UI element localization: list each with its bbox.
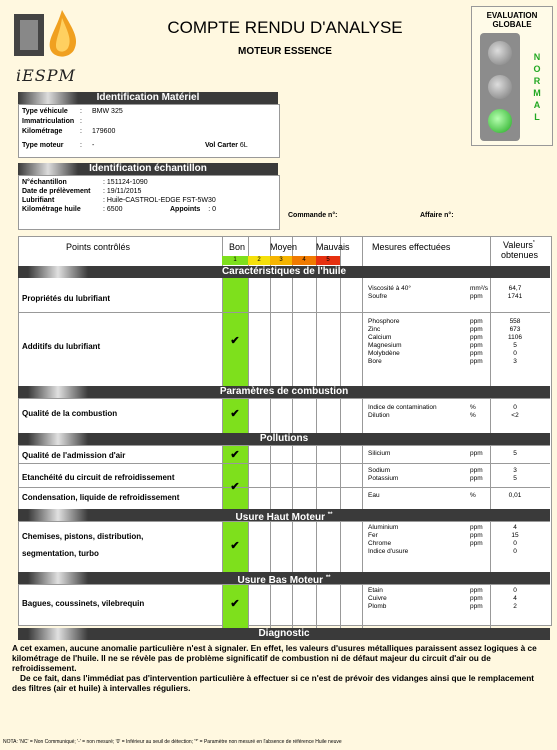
vol-carter: Vol Carter 6L bbox=[205, 142, 248, 149]
state-normal-text bbox=[532, 51, 542, 123]
state-letter: O bbox=[533, 64, 541, 74]
col-mesures: Mesures effectuées bbox=[372, 242, 451, 252]
measure-value: 673 bbox=[509, 326, 521, 333]
measure-name: Soufre bbox=[368, 293, 388, 300]
light-red-off-icon bbox=[488, 41, 512, 65]
row-bagues: Bagues, coussinets, vilebrequin bbox=[22, 599, 145, 608]
measure-value: <2 bbox=[511, 412, 519, 419]
measure-name: Plomb bbox=[368, 603, 387, 610]
row-divider bbox=[18, 584, 550, 585]
row-condensation: Condensation, liquide de refroidissement bbox=[22, 493, 180, 502]
measure-value: 5 bbox=[513, 342, 517, 349]
measure-name: Viscosité à 40° bbox=[368, 285, 411, 292]
measure-unit: ppm bbox=[470, 358, 483, 365]
measure-name: Sodium bbox=[368, 467, 391, 474]
band-diagnostic: Diagnostic bbox=[18, 628, 550, 640]
measure-name: Bore bbox=[368, 358, 382, 365]
evaluation-label: EVALUATION GLOBALE bbox=[486, 11, 538, 29]
state-letter: M bbox=[533, 88, 541, 98]
measure-value: 0 bbox=[513, 548, 517, 555]
band-pollutions: Pollutions bbox=[18, 433, 550, 445]
scale-cell: 2 bbox=[248, 256, 270, 265]
measure-unit: % bbox=[470, 412, 476, 419]
measure-unit: ppm bbox=[470, 350, 483, 357]
report-subtitle: MOTEUR ESSENCE bbox=[238, 46, 332, 57]
column-divider bbox=[362, 236, 363, 628]
measure-value: 3 bbox=[513, 358, 517, 365]
materiel-sep: : bbox=[80, 142, 82, 149]
scale-cell: 4 bbox=[292, 256, 316, 265]
state-letter: A bbox=[533, 100, 541, 110]
row-etancheite: Etanchéité du circuit de refroidissement bbox=[22, 473, 175, 482]
logo bbox=[12, 8, 82, 83]
measure-value: 0 bbox=[513, 587, 517, 594]
col-points-controles: Points contrôlés bbox=[66, 242, 131, 252]
materiel-row-type: Type véhicule bbox=[22, 108, 68, 115]
state-letter: L bbox=[534, 112, 540, 122]
scale-cell: 3 bbox=[270, 256, 292, 265]
column-divider bbox=[248, 236, 249, 628]
oil-drop-logo-icon bbox=[12, 8, 82, 68]
measure-value: 2 bbox=[513, 603, 517, 610]
column-divider bbox=[270, 236, 271, 628]
materiel-row-km: Kilométrage bbox=[22, 128, 63, 135]
measure-unit: ppm bbox=[470, 326, 483, 333]
measure-name: Eau bbox=[368, 492, 380, 499]
check-icon: ✔ bbox=[230, 408, 240, 420]
col-valeurs: Valeurs* bbox=[503, 240, 535, 250]
measure-name: Phosphore bbox=[368, 318, 400, 325]
row-divider bbox=[18, 312, 550, 313]
identification-echantillon-header: Identification échantillon bbox=[18, 163, 278, 175]
check-icon: ✔ bbox=[230, 598, 240, 610]
measure-name: Chrome bbox=[368, 540, 392, 547]
echantillon-row-date: Date de prélèvement bbox=[22, 188, 91, 195]
materiel-row-moteur: Type moteur bbox=[22, 142, 64, 149]
measure-name: Indice de contamination bbox=[368, 404, 437, 411]
check-icon: ✔ bbox=[230, 481, 240, 493]
measure-unit: % bbox=[470, 492, 476, 499]
measure-name: Fer bbox=[368, 532, 378, 539]
measure-unit: ppm bbox=[470, 450, 483, 457]
col-mauvais: Mauvais bbox=[316, 242, 350, 252]
measure-value: 0 bbox=[513, 350, 517, 357]
column-divider bbox=[222, 236, 223, 628]
column-divider bbox=[292, 236, 293, 628]
evaluation-globale-box bbox=[471, 6, 553, 146]
measure-value: 4 bbox=[513, 524, 517, 531]
band-caracteristiques-huile: Caractéristiques de l'huile bbox=[18, 266, 550, 278]
state-letter: N bbox=[533, 52, 541, 62]
logo-text: iESPM bbox=[16, 66, 76, 85]
measure-unit: mm²/s bbox=[470, 285, 489, 292]
measure-unit: % bbox=[470, 404, 476, 411]
measure-name: Zinc bbox=[368, 326, 381, 333]
measure-name: Magnesium bbox=[368, 342, 402, 349]
echantillon-value-km-huile: : 6500 bbox=[103, 206, 123, 213]
measure-unit: ppm bbox=[470, 293, 483, 300]
row-additifs-lubrifiant: Additifs du lubrifiant bbox=[22, 342, 101, 351]
column-divider bbox=[316, 236, 317, 628]
check-icon: ✔ bbox=[230, 449, 240, 461]
measure-unit: ppm bbox=[470, 475, 483, 482]
appoints: Appoints : 0 bbox=[170, 206, 217, 213]
row-divider bbox=[18, 463, 550, 464]
check-icon: ✔ bbox=[230, 540, 240, 552]
commande-label: Commande n°: bbox=[288, 212, 338, 219]
measure-unit: ppm bbox=[470, 334, 483, 341]
echantillon-value-date: : 19/11/2015 bbox=[103, 188, 142, 195]
materiel-sep: : bbox=[80, 108, 82, 115]
materiel-value-km: 179600 bbox=[92, 128, 116, 135]
band-usure-bas-moteur: Usure Bas Moteur ** bbox=[18, 572, 550, 584]
row-divider bbox=[18, 521, 550, 522]
materiel-sep: : bbox=[80, 128, 82, 135]
measure-value: 558 bbox=[509, 318, 521, 325]
traffic-light bbox=[480, 33, 520, 141]
col-obtenues: obtenues bbox=[501, 250, 539, 260]
row-chemises-line1: Chemises, pistons, distribution, bbox=[22, 532, 144, 541]
measure-name: Dilution bbox=[368, 412, 390, 419]
light-green-on-icon bbox=[488, 109, 512, 133]
affaire-label: Affaire n°: bbox=[420, 212, 454, 219]
measure-name: Silicium bbox=[368, 450, 391, 457]
measure-value: 0 bbox=[513, 404, 517, 411]
echantillon-value-num: : 151124-1090 bbox=[103, 179, 148, 186]
light-orange-off-icon bbox=[488, 75, 512, 99]
measure-name: Etain bbox=[368, 587, 383, 594]
row-divider bbox=[18, 487, 550, 488]
measure-unit: ppm bbox=[470, 595, 483, 602]
measure-unit: ppm bbox=[470, 540, 483, 547]
measure-value: 0,01 bbox=[508, 492, 522, 499]
measure-name: Molybdène bbox=[368, 350, 400, 357]
materiel-sep: : bbox=[80, 118, 82, 125]
identification-materiel-header: Identification Matériel bbox=[18, 92, 278, 104]
footer-nota: NOTA: 'NC' = Non Communiqué; '-' = non mesuré; '0' = Inférieur au seuil de détection; '*' = Paramètre non mesuré en l'absence de référence Huile neuve bbox=[3, 739, 342, 745]
col-moyen: Moyen bbox=[270, 242, 298, 252]
band-usure-haut-moteur: Usure Haut Moteur ** bbox=[18, 509, 550, 521]
state-letter: R bbox=[533, 76, 541, 86]
echantillon-row-km-huile: Kilométrage huile bbox=[22, 206, 81, 213]
measure-value: 15 bbox=[511, 532, 519, 539]
diagnostic-paragraph-1: A cet examen, aucune anomalie particulière n'est à signaler. En effet, les valeurs d'usures métalliques paraissent assez logiques à ce kilométrage de l'huile. Il ne se révèle pas de problème significatif de combustion ni de défaut majeur du circuit d'air ou de refroidissement. bbox=[12, 643, 537, 673]
measure-value: 0 bbox=[513, 540, 517, 547]
band-parametres-combustion: Paramètres de combustion bbox=[18, 386, 550, 398]
measure-unit: ppm bbox=[470, 467, 483, 474]
materiel-row-immat: Immatriculation bbox=[22, 118, 75, 125]
measure-name: Potassium bbox=[368, 475, 399, 482]
row-qualite-combustion: Qualité de la combustion bbox=[22, 409, 118, 418]
measure-name: Indice d'usure bbox=[368, 548, 409, 555]
measure-unit: ppm bbox=[470, 603, 483, 610]
echantillon-row-lubrifiant: Lubrifiant bbox=[22, 197, 55, 204]
measure-value: 5 bbox=[513, 475, 517, 482]
diagnostic-text bbox=[12, 643, 544, 693]
measure-value: 1741 bbox=[507, 293, 523, 300]
column-divider bbox=[490, 236, 491, 628]
materiel-value-type: BMW 325 bbox=[92, 108, 123, 115]
measure-value: 1106 bbox=[508, 334, 522, 341]
measure-unit: ppm bbox=[470, 524, 483, 531]
report-title: COMPTE RENDU D'ANALYSE bbox=[167, 18, 403, 37]
row-divider bbox=[18, 398, 550, 399]
column-divider bbox=[340, 236, 341, 628]
measure-value: 4 bbox=[513, 595, 517, 602]
measure-unit: ppm bbox=[470, 342, 483, 349]
measure-value: 64,7 bbox=[508, 285, 522, 292]
measure-name: Calcium bbox=[368, 334, 392, 341]
echantillon-value-lubrifiant: : Huile-CASTROL-EDGE FST-5W30 bbox=[103, 197, 216, 204]
materiel-value-moteur: - bbox=[92, 142, 95, 149]
measure-name: Cuivre bbox=[368, 595, 387, 602]
measure-value: 5 bbox=[513, 450, 517, 457]
measure-unit: ppm bbox=[470, 587, 483, 594]
measure-unit: ppm bbox=[470, 318, 483, 325]
echantillon-row-num: N°échantillon bbox=[22, 179, 67, 186]
measure-name: Aluminium bbox=[368, 524, 399, 531]
check-icon: ✔ bbox=[230, 335, 240, 347]
measure-unit: ppm bbox=[470, 532, 483, 539]
scale-cell: 5 bbox=[316, 256, 340, 265]
row-divider bbox=[18, 445, 550, 446]
scale-cell: 1 bbox=[222, 256, 248, 265]
diagnostic-paragraph-2: De ce fait, dans l'immédiat pas d'intervention particulière à effectuer si ce n'est de prévoir des vidanges ainsi que le remplacement des filtres (air et huile) à intervalles réguliers. bbox=[12, 673, 535, 693]
row-proprietes-lubrifiant: Propriétés du lubrifiant bbox=[22, 294, 111, 303]
row-admission-air: Qualité de l'admission d'air bbox=[22, 451, 126, 460]
col-bon: Bon bbox=[229, 242, 246, 252]
measure-value: 3 bbox=[513, 467, 517, 474]
row-chemises-line2: segmentation, turbo bbox=[22, 549, 99, 558]
